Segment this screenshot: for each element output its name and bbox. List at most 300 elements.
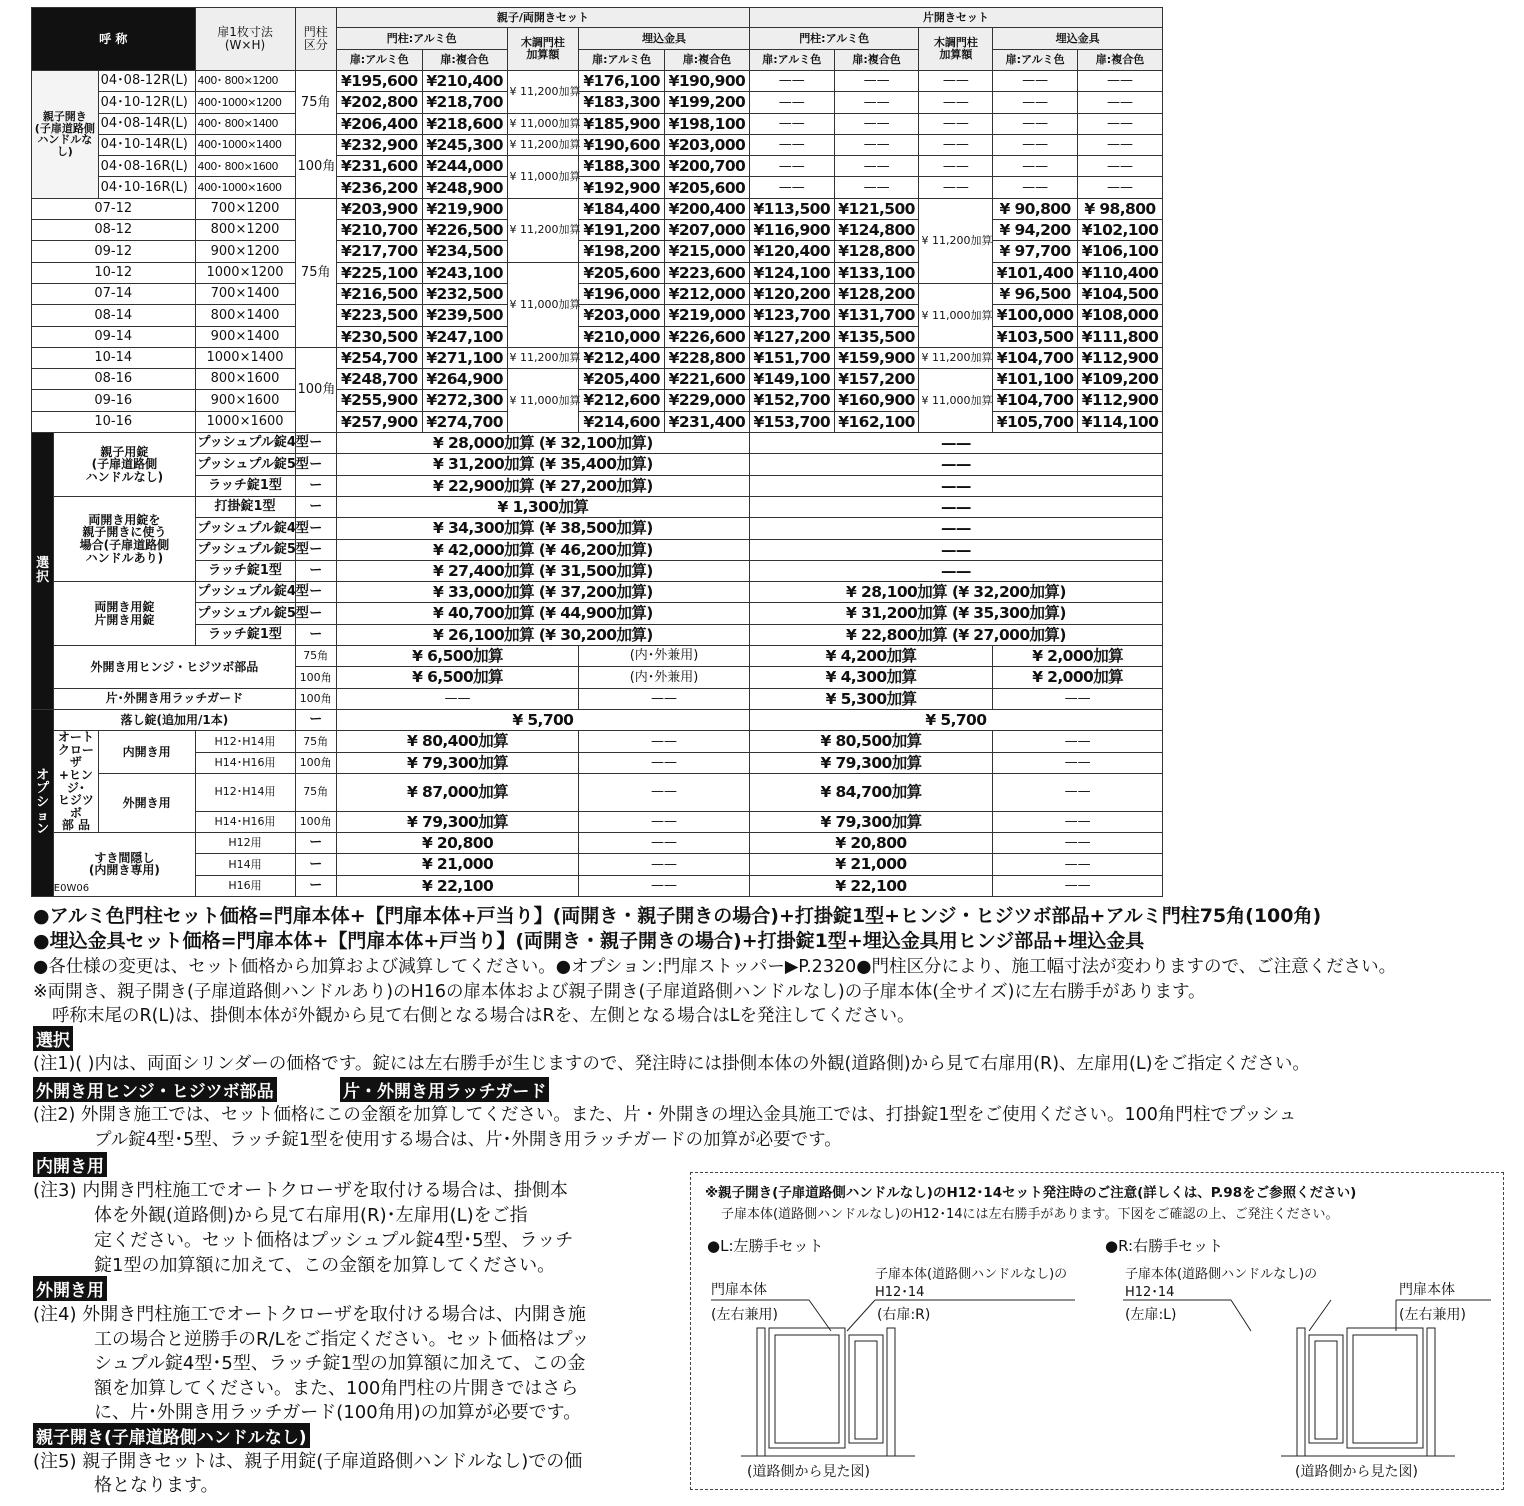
row-size: 400･1000×1400: [195, 134, 295, 155]
table-row: [32, 283, 1163, 304]
dash-cell: ——: [579, 731, 750, 752]
price-cell: ¥218,700: [422, 92, 507, 113]
row-name: 04･08-16R(L): [98, 156, 195, 177]
note-line: (注3) 内開き門柱施工でオートクローザを取付ける場合は、掛側本: [33, 1180, 568, 1201]
both-label-right: (左右兼用): [1399, 1307, 1466, 1323]
dash-cell: ——: [834, 156, 919, 177]
price-cell: ¥272,300: [422, 390, 507, 411]
price-cell: ¥203,000: [579, 305, 665, 326]
row-size: 1000×1400: [195, 347, 295, 368]
double-price: ¥ 21,000: [336, 854, 578, 875]
dash-cell: ——: [1078, 92, 1163, 113]
row-size: 800×1600: [195, 369, 295, 390]
dash-cell: ——: [834, 71, 919, 92]
price-cell: ¥232,900: [336, 134, 422, 155]
dash-cell: ——: [919, 134, 993, 155]
table-row: [32, 347, 1163, 368]
price-cell: ¥110,400: [1078, 262, 1163, 283]
table-row: [32, 433, 1163, 454]
height-cell: H14･H16用: [195, 811, 295, 832]
both-label-left: (左右兼用): [711, 1307, 778, 1323]
row-name: 09-14: [32, 326, 196, 347]
table-row: [32, 875, 1163, 896]
table-row: [32, 305, 1163, 326]
table-row: [32, 854, 1163, 875]
table-row: [32, 646, 1163, 667]
price-cell: ¥212,000: [665, 283, 750, 304]
table-row: [32, 518, 1163, 539]
height-cell: H14用: [195, 854, 295, 875]
table-row: [32, 688, 1163, 709]
row-name: 10-12: [32, 262, 196, 283]
price-cell: ¥101,100: [993, 369, 1078, 390]
table-row: [32, 709, 1163, 730]
table-row: [32, 177, 1163, 198]
post-cell: ー: [295, 475, 336, 496]
table-row: [32, 326, 1163, 347]
lock-name: プッシュプル錠5型: [195, 539, 295, 560]
lock-name: ラッチ錠1型: [195, 624, 295, 645]
double-price: ¥ 22,900加算 (¥ 27,200加算): [336, 475, 749, 496]
post-cell: 100角: [295, 688, 336, 709]
right-door-label: (右扉:R): [877, 1307, 931, 1323]
price-cell: ¥113,500: [749, 198, 834, 219]
dash-cell: ——: [993, 71, 1078, 92]
header-embed: 埋込金具: [579, 28, 750, 50]
row-size: 1000×1200: [195, 262, 295, 283]
price-cell: ¥127,200: [749, 326, 834, 347]
dash-cell: ——: [1078, 177, 1163, 198]
double-price: ¥ 26,100加算 (¥ 30,200加算): [336, 624, 749, 645]
header-door-alum: 扉:アルミ色: [579, 50, 665, 71]
price-cell: ¥192,900: [579, 177, 665, 198]
price-cell: ¥210,400: [422, 71, 507, 92]
price-cell: ¥198,100: [665, 113, 750, 134]
header-embed: 埋込金具: [993, 28, 1163, 50]
lock-name: ラッチ錠1型: [195, 560, 295, 581]
post-size: 100角: [295, 347, 336, 432]
row-size: 700×1200: [195, 198, 295, 219]
dash-cell: ——: [579, 773, 750, 811]
header-door-alum: 扉:アルミ色: [749, 50, 834, 71]
lock-group-title: 親子用錠 (子扉道路側 ハンドルなし): [54, 433, 195, 497]
price-cell: ¥225,100: [336, 262, 422, 283]
price-cell: ¥157,200: [834, 369, 919, 390]
price-cell: ¥188,300: [579, 156, 665, 177]
price-cell: ¥190,600: [579, 134, 665, 155]
wood-post-add: ¥ 11,200加算: [919, 198, 993, 283]
note-line: 工の場合と逆勝手のR/Lをご指定ください。セット価格はプッ: [94, 1328, 590, 1350]
price-cell: ¥131,700: [834, 305, 919, 326]
dash-cell: ——: [993, 773, 1163, 811]
price-cell: ¥106,100: [1078, 241, 1163, 262]
wood-post-add: ¥ 11,000加算: [919, 283, 993, 347]
table-row: [32, 475, 1163, 496]
table-row: [32, 134, 1163, 155]
dash-cell: ——: [1078, 134, 1163, 155]
dash-cell: ——: [993, 92, 1078, 113]
price-cell: ¥159,900: [834, 347, 919, 368]
price-cell: ¥200,400: [665, 198, 750, 219]
price-cell: ¥185,900: [579, 113, 665, 134]
header-door-alum: 扉:アルミ色: [993, 50, 1078, 71]
single-price: ¥ 5,300加算: [749, 688, 992, 709]
price-cell: ¥274,700: [422, 411, 507, 432]
row-name: 04･10-16R(L): [98, 177, 195, 198]
option-label: オ プ シ ョ ン: [32, 709, 54, 896]
price-cell: ¥114,100: [1078, 411, 1163, 432]
header-door-comp: 扉:複合色: [834, 50, 919, 71]
dash-cell: ——: [749, 113, 834, 134]
wood-post-add: ¥ 11,200加算: [507, 347, 579, 368]
price-cell: ¥264,900: [422, 369, 507, 390]
heading-hinge: 外開き用ヒンジ・ヒジツボ部品: [33, 1077, 277, 1102]
price-cell: ¥254,700: [336, 347, 422, 368]
post-cell: ー: [295, 560, 336, 581]
price-cell: ¥151,700: [749, 347, 834, 368]
table-row: [32, 198, 1163, 219]
price-cell: ¥196,000: [579, 283, 665, 304]
table-row: [32, 539, 1163, 560]
heading-latchguard: 片・外開き用ラッチガード: [340, 1077, 549, 1102]
header-door-comp: 扉:複合色: [665, 50, 750, 71]
view-label-left: (道路側から見た図): [747, 1464, 870, 1480]
single-price: ——: [749, 475, 1162, 496]
single-price: ——: [749, 518, 1162, 539]
single-price: ——: [749, 539, 1162, 560]
single-price: ——: [749, 454, 1162, 475]
height-cell: H12･H14用: [195, 773, 295, 811]
row-size: 800×1400: [195, 305, 295, 326]
price-cell: ¥243,100: [422, 262, 507, 283]
closer-outer: 外開き用: [98, 773, 195, 832]
table-row: [32, 832, 1163, 853]
price-cell: ¥202,800: [336, 92, 422, 113]
single-embed: ¥ 2,000加算: [993, 646, 1163, 667]
caution-title: ※親子開き(子扉道路側ハンドルなし)のH12･14セット発注時のご注意(詳しくは、P.98をご参照ください): [705, 1185, 1357, 1201]
double-price: ¥ 6,500加算: [336, 646, 578, 667]
price-cell: ¥121,500: [834, 198, 919, 219]
single-price: ¥ 22,800加算 (¥ 27,000加算): [749, 624, 1162, 645]
price-cell: ¥ 94,200: [993, 220, 1078, 241]
h-label-left: H12･14: [875, 1285, 925, 1300]
price-cell: ¥191,200: [579, 220, 665, 241]
double-price: ¥ 31,200加算 (¥ 35,400加算): [336, 454, 749, 475]
note-line: に、片･外開き用ラッチガード(100角用)の加算が必要です。: [94, 1402, 582, 1423]
lock-name: プッシュプル錠4型: [195, 582, 295, 603]
price-cell: ¥228,800: [665, 347, 750, 368]
single-price: ¥ 79,300加算: [749, 811, 992, 832]
price-cell: ¥116,900: [749, 220, 834, 241]
note-line: (注4) 外開き門柱施工でオートクローザを取付ける場合は、内開き施: [33, 1304, 586, 1325]
price-cell: ¥200,700: [665, 156, 750, 177]
price-cell: ¥205,400: [579, 369, 665, 390]
price-cell: ¥232,500: [422, 283, 507, 304]
note-alum-set: ●アルミ色門柱セット価格=門扉本体+【門扉本体+戸当り】(両開き・親子開きの場合)+打掛錠1型+ヒンジ・ヒジツボ部品+アルミ門柱75角(100角): [33, 905, 1322, 927]
wood-post-add: ¥ 11,200加算: [507, 71, 579, 114]
row-name: 08-14: [32, 305, 196, 326]
price-cell: ¥203,000: [665, 134, 750, 155]
row-name: 07-12: [32, 198, 196, 219]
double-price: ¥ 42,000加算 (¥ 46,200加算): [336, 539, 749, 560]
dash-cell: ——: [749, 71, 834, 92]
order-caution-box: [690, 1172, 1504, 1490]
header-wood-post: 木調門柱 加算額: [507, 28, 579, 71]
price-cell: ¥199,200: [665, 92, 750, 113]
dash-cell: ——: [834, 92, 919, 113]
price-cell: ¥210,000: [579, 326, 665, 347]
lock-name: プッシュプル錠5型: [195, 603, 295, 624]
row-size: 800×1200: [195, 220, 295, 241]
price-cell: ¥226,500: [422, 220, 507, 241]
lock-name: プッシュプル錠4型: [195, 518, 295, 539]
price-cell: ¥248,700: [336, 369, 422, 390]
double-embed: (内･外兼用): [579, 646, 750, 667]
price-cell: ¥162,100: [834, 411, 919, 432]
child-label-right: 子扉本体(道路側ハンドルなし)の: [1125, 1267, 1318, 1282]
price-cell: ¥184,400: [579, 198, 665, 219]
single-price: ¥ 4,200加算: [749, 646, 992, 667]
dash-cell: ——: [919, 156, 993, 177]
header-wood-post: 木調門柱 加算額: [919, 28, 993, 71]
row-size: 400･ 800×1200: [195, 71, 295, 92]
price-cell: ¥152,700: [749, 390, 834, 411]
header-post: 門柱 区分: [295, 8, 336, 71]
table-code: XUME0W06: [31, 883, 90, 894]
dash-cell: ——: [993, 134, 1078, 155]
closer-title: オート クローザ +ヒンジ･ ヒジツボ 部 品: [54, 731, 98, 833]
table-row: [32, 390, 1163, 411]
height-cell: H12･H14用: [195, 731, 295, 752]
header-double-set: 親子/両開きセット: [336, 8, 749, 28]
single-price: ——: [749, 433, 1162, 454]
table-row: [32, 369, 1163, 390]
dash-cell: ——: [993, 156, 1078, 177]
height-cell: H16用: [195, 875, 295, 896]
price-cell: ¥219,000: [665, 305, 750, 326]
single-price: ¥ 20,800: [749, 832, 992, 853]
price-cell: ¥ 90,800: [993, 198, 1078, 219]
wood-post-add: ¥ 11,000加算: [507, 113, 579, 134]
price-cell: ¥221,600: [665, 369, 750, 390]
dash-cell: ——: [993, 177, 1078, 198]
table-row: [32, 156, 1163, 177]
dash-cell: ——: [834, 177, 919, 198]
price-cell: ¥223,500: [336, 305, 422, 326]
note-line: 定ください。セット価格はプッシュプル錠4型･5型、ラッチ: [94, 1230, 574, 1251]
note-line: 錠1型の加算額に加えて、この金額を加算してください。: [94, 1255, 556, 1276]
main-door-label-right: 門扉本体: [1399, 1282, 1455, 1298]
note-line: 額を加算してください。また、100角門柱の片開きではさら: [94, 1377, 579, 1399]
lock-name: 打掛錠1型: [195, 496, 295, 517]
double-price: ¥ 87,000加算: [336, 773, 578, 811]
price-cell: ¥123,700: [749, 305, 834, 326]
dash-cell: ——: [919, 92, 993, 113]
wood-post-add: ¥ 11,000加算: [507, 156, 579, 199]
price-cell: ¥128,200: [834, 283, 919, 304]
dash-cell: ——: [993, 113, 1078, 134]
price-cell: ¥231,600: [336, 156, 422, 177]
closer-inner: 内開き用: [98, 731, 195, 774]
price-cell: ¥101,400: [993, 262, 1078, 283]
price-cell: ¥205,600: [579, 262, 665, 283]
table-row: [32, 603, 1163, 624]
price-cell: ¥ 96,500: [993, 283, 1078, 304]
dash-cell: ——: [993, 875, 1163, 896]
gate-diagram: [691, 1173, 1503, 1489]
post-cell: 100角: [295, 667, 336, 688]
dash-cell: ——: [579, 832, 750, 853]
price-cell: ¥109,200: [1078, 369, 1163, 390]
post-cell: ー: [295, 518, 336, 539]
table-row: [32, 582, 1163, 603]
row-name: 10-16: [32, 411, 196, 432]
price-cell: ¥223,600: [665, 262, 750, 283]
row-size: 900×1600: [195, 390, 295, 411]
post-cell: ー: [295, 539, 336, 560]
height-cell: H12用: [195, 832, 295, 853]
price-cell: ¥244,000: [422, 156, 507, 177]
price-cell: ¥212,400: [579, 347, 665, 368]
row-size: 400･ 800×1400: [195, 113, 295, 134]
table-row: [32, 624, 1163, 645]
row-size: 900×1200: [195, 241, 295, 262]
single-price: ——: [749, 496, 1162, 517]
price-cell: ¥120,200: [749, 283, 834, 304]
dash-cell: ——: [749, 134, 834, 155]
price-cell: ¥124,100: [749, 262, 834, 283]
table-row: [32, 71, 1163, 92]
dash-cell: ——: [1078, 156, 1163, 177]
price-cell: ¥190,900: [665, 71, 750, 92]
single-price: ¥ 80,500加算: [749, 731, 992, 752]
double-price: ¥ 33,000加算 (¥ 37,200加算): [336, 582, 749, 603]
price-cell: ¥216,500: [336, 283, 422, 304]
double-price: ¥ 34,300加算 (¥ 38,500加算): [336, 518, 749, 539]
single-price: ¥ 28,100加算 (¥ 32,200加算): [749, 582, 1162, 603]
post-cell: ー: [295, 624, 336, 645]
single-embed: ——: [993, 688, 1163, 709]
wood-post-add: ¥ 11,000加算: [919, 369, 993, 433]
dash-cell: ——: [749, 92, 834, 113]
post-cell: 75角: [295, 773, 336, 811]
price-cell: ¥219,900: [422, 198, 507, 219]
header-size: 扉1枚寸法 (W×H): [195, 8, 295, 71]
note-line: (注5) 親子開きセットは、親子用錠(子扉道路側ハンドルなし)での価: [33, 1451, 583, 1472]
dash-cell: ——: [834, 134, 919, 155]
note-line: 体を外観(道路側)から見て右扉用(R)･左扉用(L)をご指: [94, 1205, 528, 1226]
dash-cell: ——: [579, 752, 750, 773]
caution-text: 子扉本体(道路側ハンドルなし)のH12･14には左右勝手があります。下図をご確認の上、ご発注ください。: [721, 1207, 1339, 1222]
lock-group-title: 両開き用錠 片開き用錠: [54, 582, 195, 646]
price-cell: ¥102,100: [1078, 220, 1163, 241]
heading-oyako: 親子開き(子扉道路側ハンドルなし): [33, 1423, 310, 1448]
table-row: [32, 560, 1163, 581]
price-cell: ¥160,900: [834, 390, 919, 411]
table-row: [32, 113, 1163, 134]
dash-cell: ——: [993, 752, 1163, 773]
lock-name: ラッチ錠1型: [195, 475, 295, 496]
note-line: 格となります。: [94, 1475, 219, 1496]
dash-cell: ——: [993, 811, 1163, 832]
dash-cell: ——: [919, 113, 993, 134]
heading-outer: 外開き用: [33, 1276, 107, 1301]
h-label-right: H12･14: [1125, 1285, 1175, 1300]
single-price: ¥ 31,200加算 (¥ 35,300加算): [749, 603, 1162, 624]
otoshi-title: 落し錠(追加用/1本): [54, 709, 295, 730]
price-cell: ¥226,600: [665, 326, 750, 347]
lock-name: プッシュプル錠5型: [195, 454, 295, 475]
row-name: 04･08-14R(L): [98, 113, 195, 134]
row-size: 700×1400: [195, 283, 295, 304]
price-cell: ¥245,300: [422, 134, 507, 155]
post-cell: ー: [295, 433, 336, 454]
price-cell: ¥183,300: [579, 92, 665, 113]
wood-post-add: ¥ 11,200加算: [507, 134, 579, 155]
post-cell: ー: [295, 875, 336, 896]
header-door-alum: 扉:アルミ色: [336, 50, 422, 71]
price-cell: ¥ 97,700: [993, 241, 1078, 262]
double-price: ¥ 79,300加算: [336, 752, 578, 773]
double-embed: (内･外兼用): [579, 667, 750, 688]
price-cell: ¥105,700: [993, 411, 1078, 432]
price-cell: ¥205,600: [665, 177, 750, 198]
price-cell: ¥100,000: [993, 305, 1078, 326]
main-door-label-left: 門扉本体: [711, 1282, 767, 1298]
table-row: [32, 262, 1163, 283]
price-cell: ¥234,500: [422, 241, 507, 262]
price-cell: ¥124,800: [834, 220, 919, 241]
row-name: 09-12: [32, 241, 196, 262]
post-cell: ー: [295, 832, 336, 853]
price-cell: ¥217,700: [336, 241, 422, 262]
price-cell: ¥236,200: [336, 177, 422, 198]
row-name: 10-14: [32, 347, 196, 368]
single-embed: ¥ 2,000加算: [993, 667, 1163, 688]
table-row: [32, 731, 1163, 752]
price-cell: ¥104,500: [1078, 283, 1163, 304]
price-cell: ¥133,100: [834, 262, 919, 283]
view-label-right: (道路側から見た図): [1295, 1464, 1418, 1480]
lock-group-title: 両開き用錠を 親子開きに使う 場合(子扉道路側 ハンドルあり): [54, 496, 195, 581]
table-row: [32, 752, 1163, 773]
sukima-title: すき間隠し (内開き専用): [54, 832, 195, 896]
double-price: ¥ 22,100: [336, 875, 578, 896]
child-label-left: 子扉本体(道路側ハンドルなし)の: [875, 1267, 1068, 1282]
double-price: ¥ 79,300加算: [336, 811, 578, 832]
note-handed: ※両開き、親子開き(子扉道路側ハンドルあり)のH16の扉本体および親子開き(子扉道路側ハンドルなし)の子扉本体(全サイズ)に左右勝手があります。: [33, 982, 1206, 1002]
price-cell: ¥203,900: [336, 198, 422, 219]
post-cell: 75角: [295, 646, 336, 667]
price-cell: ¥128,800: [834, 241, 919, 262]
note-rl: 呼称末尾のR(L)は、掛側本体が外観から見て右側となる場合はRを、左側となる場合はLを発注してください。: [52, 1006, 915, 1026]
single-price: ——: [749, 560, 1162, 581]
table-row: [32, 773, 1163, 811]
price-cell: ¥120,400: [749, 241, 834, 262]
post-size: 75角: [295, 198, 336, 347]
dash-cell: ——: [749, 177, 834, 198]
table-row: [32, 411, 1163, 432]
post-cell: ー: [295, 496, 336, 517]
table-row: [32, 241, 1163, 262]
price-cell: ¥207,000: [665, 220, 750, 241]
price-table: [31, 7, 1163, 897]
price-cell: ¥135,500: [834, 326, 919, 347]
post-cell: ー: [295, 603, 336, 624]
dash-cell: ——: [993, 854, 1163, 875]
price-cell: ¥215,000: [665, 241, 750, 262]
price-cell: ¥257,900: [336, 411, 422, 432]
